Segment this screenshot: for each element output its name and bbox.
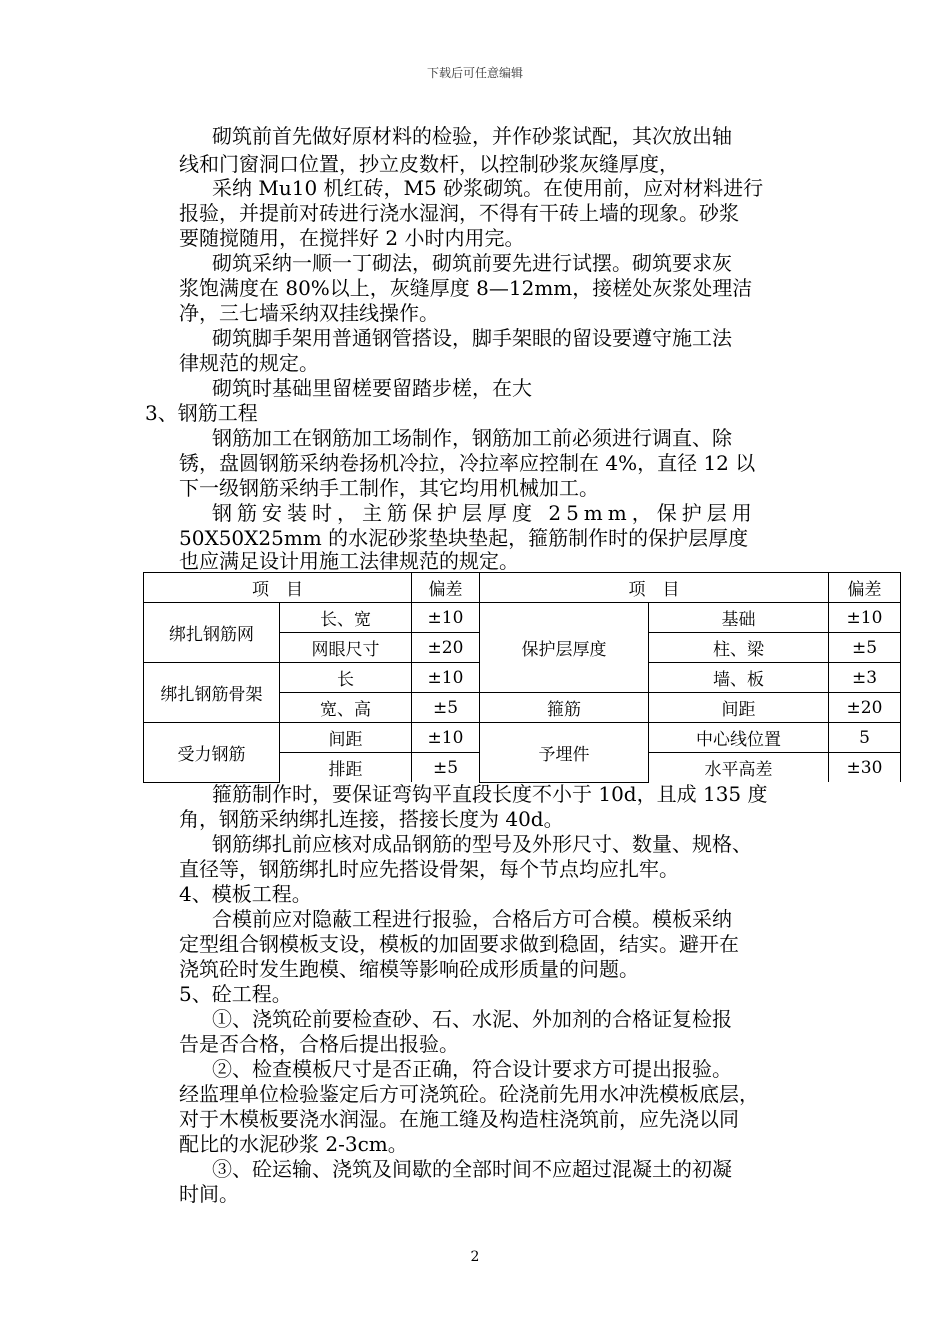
paragraph-line: 50X50X25mm 的水泥砂浆垫块垫起，箍筋制作时的保护层厚度	[179, 526, 749, 550]
table-cell: 予埋件	[480, 723, 649, 783]
paragraph-line: ③、砼运输、浇筑及间歇的全部时间不应超过混凝土的初凝	[212, 1157, 732, 1181]
table-header-row	[144, 573, 901, 603]
table-row	[144, 723, 901, 753]
table-cell: ±5	[412, 693, 480, 723]
section-heading: 4、模板工程。	[179, 882, 312, 906]
table-cell: ±10	[412, 663, 480, 693]
table-cell: 排距	[280, 753, 412, 783]
header-deviation: 偏差	[829, 573, 901, 603]
table-cell: 水平高差	[649, 753, 829, 783]
paragraph-line: 砌筑前首先做好原材料的检验，并作砂浆试配，其次放出轴	[212, 124, 732, 148]
paragraph-line: 合模前应对隐蔽工程进行报验，合格后方可合模。模板采纳	[212, 907, 732, 931]
paragraph-line: 线和门窗洞口位置，抄立皮数杆，以控制砂浆灰缝厚度，	[179, 152, 679, 176]
paragraph-line: 报验，并提前对砖进行浇水湿润，不得有干砖上墙的现象。砂浆	[179, 201, 739, 225]
paragraph-line: ②、检查模板尺寸是否正确，符合设计要求方可提出报验。	[212, 1057, 732, 1081]
table-cell: 箍筋	[480, 693, 649, 723]
section-heading: 3、钢筋工程	[145, 401, 258, 425]
paragraph-line: 钢筋绑扎前应核对成品钢筋的型号及外形尺寸、数量、规格、	[212, 832, 752, 856]
paragraph-line: 直径等，钢筋绑扎时应先搭设骨架，每个节点均应扎牢。	[179, 857, 679, 881]
paragraph-line: 钢筋安装时，主筋保护层厚度 25mm，保护层用	[212, 501, 757, 525]
paragraph-line: 采纳 Mu10 机红砖，M5 砂浆砌筑。在使用前，应对材料进行	[212, 176, 764, 200]
paragraph-line: 时间。	[179, 1182, 239, 1206]
page-header: 下载后可任意编辑	[426, 66, 523, 80]
table-cell: 网眼尺寸	[280, 633, 412, 663]
table-cell: ±20	[829, 693, 901, 723]
paragraph-line: 下一级钢筋采纳手工制作，其它均用机械加工。	[179, 476, 599, 500]
paragraph-line: 经监理单位检验鉴定后方可浇筑砼。砼浇前先用水冲洗模板底层，	[179, 1082, 759, 1106]
table-cell: 中心线位置	[649, 723, 829, 753]
tolerance-table	[143, 572, 901, 783]
paragraph-line: 净，三七墙采纳双挂线操作。	[179, 301, 439, 325]
paragraph-line: 告是否合格，合格后提出报验。	[179, 1032, 459, 1056]
table-cell: 间距	[649, 693, 829, 723]
header-item: 项 目	[144, 573, 412, 603]
table-cell: 墙、板	[649, 663, 829, 693]
paragraph-line: 砌筑采纳一顺一丁砌法，砌筑前要先进行试摆。砌筑要求灰	[212, 251, 732, 275]
paragraph-line: 锈，盘圆钢筋采纳卷扬机冷拉，冷拉率应控制在 4%，直径 12 以	[179, 451, 756, 475]
paragraph-line: 浇筑砼时发生跑模、缩模等影响砼成形质量的问题。	[179, 957, 639, 981]
table-cell: 绑扎钢筋网	[144, 603, 280, 663]
paragraph-line: 要随搅随用，在搅拌好 2 小时内用完。	[179, 226, 525, 250]
header-item: 项 目	[480, 573, 829, 603]
table-cell: ±30	[829, 753, 901, 783]
table-cell: 宽、高	[280, 693, 412, 723]
paragraph-line: 浆饱满度在 80%以上，灰缝厚度 8—12mm，接槎处灰浆处理洁	[179, 276, 753, 300]
table-cell: 长、宽	[280, 603, 412, 633]
paragraph-line: 箍筋制作时，要保证弯钩平直段长度不小于 10d，且成 135 度	[212, 782, 768, 806]
paragraph-line: ①、浇筑砼前要检查砂、石、水泥、外加剂的合格证复检报	[212, 1007, 732, 1031]
paragraph-line: 钢筋加工在钢筋加工场制作，钢筋加工前必须进行调直、除	[212, 426, 732, 450]
table-cell: ±10	[829, 603, 901, 633]
table-cell: 保护层厚度	[480, 603, 649, 693]
table-cell: 受力钢筋	[144, 723, 280, 783]
table-cell: ±3	[829, 663, 901, 693]
paragraph-line: 定型组合钢模板支设，模板的加固要求做到稳固，结实。避开在	[179, 932, 739, 956]
page-number: 2	[470, 1249, 480, 1265]
paragraph-line: 砌筑时基础里留槎要留踏步槎，在大	[212, 376, 532, 400]
table-cell: ±20	[412, 633, 480, 663]
table-cell: 基础	[649, 603, 829, 633]
paragraph-line: 砌筑脚手架用普通钢管搭设，脚手架眼的留设要遵守施工法	[212, 326, 732, 350]
paragraph-line: 对于木模板要浇水润湿。在施工缝及构造柱浇筑前，应先浇以同	[179, 1107, 739, 1131]
paragraph-line: 也应满足设计用施工法律规范的规定。	[179, 549, 519, 573]
table-cell: 间距	[280, 723, 412, 753]
header-deviation: 偏差	[412, 573, 480, 603]
section-heading: 5、砼工程。	[179, 982, 292, 1006]
table-cell: 柱、梁	[649, 633, 829, 663]
paragraph-line: 配比的水泥砂浆 2-3cm。	[179, 1132, 408, 1156]
paragraph-line: 角，钢筋采纳绑扎连接，搭接长度为 40d。	[179, 807, 564, 831]
table-cell: ±10	[412, 603, 480, 633]
table-cell: ±10	[412, 723, 480, 753]
table-cell: ±5	[412, 753, 480, 783]
paragraph-line: 律规范的规定。	[179, 351, 319, 375]
table-row	[144, 603, 901, 633]
table-cell: 长	[280, 663, 412, 693]
table-cell: 绑扎钢筋骨架	[144, 663, 280, 723]
table-cell: ±5	[829, 633, 901, 663]
table-cell: 5	[829, 723, 901, 753]
